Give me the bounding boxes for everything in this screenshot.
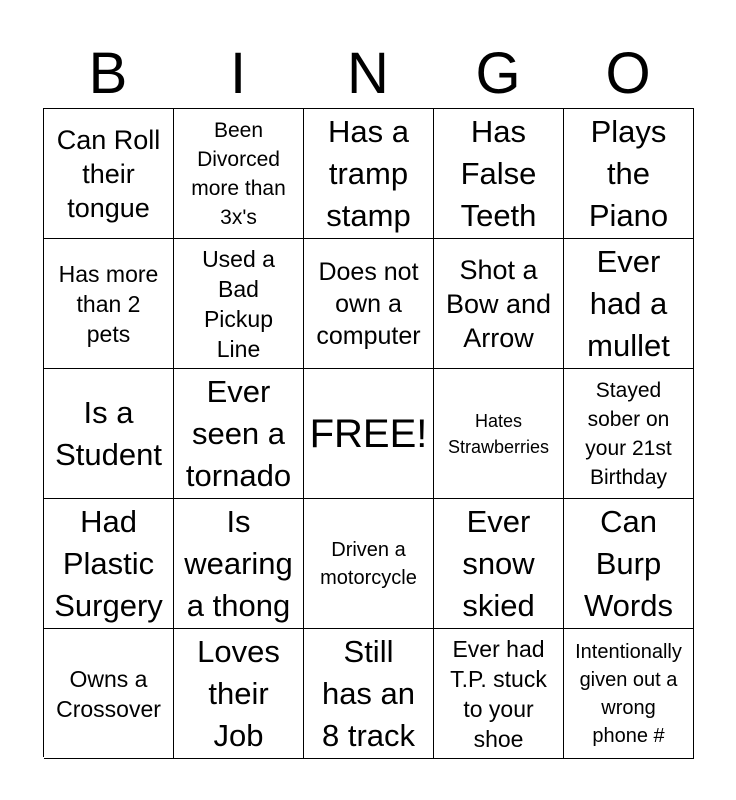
bingo-cell-i4[interactable] [174, 499, 304, 629]
bingo-grid [43, 108, 694, 757]
cell-text: Had Plastic Surgery [54, 503, 163, 623]
cell-text: Ever had T.P. stuck to your shoe [450, 635, 547, 752]
cell-text: Used a Bad Pickup Line [202, 245, 275, 362]
cell-text: Hates Strawberries [447, 410, 550, 457]
cell-text: Has more than 2 pets [58, 260, 159, 347]
bingo-cell-i5[interactable] [174, 629, 304, 759]
bingo-cell-n3[interactable] [304, 369, 434, 499]
cell-text: Shot a Bow and Arrow [445, 254, 552, 353]
cell-text: Driven a motorcycle [320, 538, 417, 589]
cell-text: Is a Student [55, 394, 162, 472]
bingo-cell-b1[interactable] [44, 109, 174, 239]
cell-text: Been Divorced more than 3x's [191, 118, 286, 229]
bingo-header [43, 40, 693, 108]
cell-text: Has False Teeth [460, 113, 537, 233]
cell-text: Plays the Piano [588, 113, 669, 233]
bingo-cell-g2[interactable] [434, 239, 564, 369]
bingo-cell-n1[interactable] [304, 109, 434, 239]
bingo-cell-b3[interactable] [44, 369, 174, 499]
cell-text: Still has an 8 track [321, 633, 416, 753]
cell-text: Ever snow skied [462, 503, 535, 623]
free-space-label: FREE! [309, 411, 428, 456]
cell-text: Ever seen a tornado [185, 373, 292, 493]
header-letter-i: I [229, 41, 247, 106]
cell-text: Can Burp Words [583, 503, 673, 623]
bingo-cell-n4[interactable] [304, 499, 434, 629]
cell-text: Owns a Crossover [56, 665, 161, 722]
header-letter-o: O [605, 41, 651, 106]
bingo-cell-o1[interactable] [564, 109, 694, 239]
header-letter-b: B [88, 41, 128, 106]
cell-text: Intentionally given out a wrong phone # [575, 640, 682, 747]
cell-text: Ever had a mullet [587, 243, 670, 363]
bingo-cell-o5[interactable] [564, 629, 694, 759]
bingo-cell-n2[interactable] [304, 239, 434, 369]
cell-text: Stayed sober on your 21st Birthday [585, 378, 672, 489]
bingo-cell-b2[interactable] [44, 239, 174, 369]
bingo-cell-g3[interactable] [434, 369, 564, 499]
bingo-cell-g4[interactable] [434, 499, 564, 629]
cell-text: Has a tramp stamp [326, 113, 411, 233]
bingo-cell-o3[interactable] [564, 369, 694, 499]
cell-text: Is wearing a thong [184, 503, 293, 623]
bingo-cell-i3[interactable] [174, 369, 304, 499]
bingo-cell-i1[interactable] [174, 109, 304, 239]
cell-text: Loves their Job [197, 633, 280, 753]
bingo-cell-n5[interactable] [304, 629, 434, 759]
bingo-cell-g1[interactable] [434, 109, 564, 239]
bingo-cell-o2[interactable] [564, 239, 694, 369]
bingo-cell-i2[interactable] [174, 239, 304, 369]
header-letter-n: N [347, 41, 389, 106]
header-letter-g: G [475, 41, 521, 106]
bingo-cell-o4[interactable] [564, 499, 694, 629]
bingo-cell-b4[interactable] [44, 499, 174, 629]
bingo-cell-g5[interactable] [434, 629, 564, 759]
cell-text: Does not own a computer [316, 257, 421, 350]
bingo-cell-b5[interactable] [44, 629, 174, 759]
cell-text: Can Roll their tongue [56, 124, 161, 223]
